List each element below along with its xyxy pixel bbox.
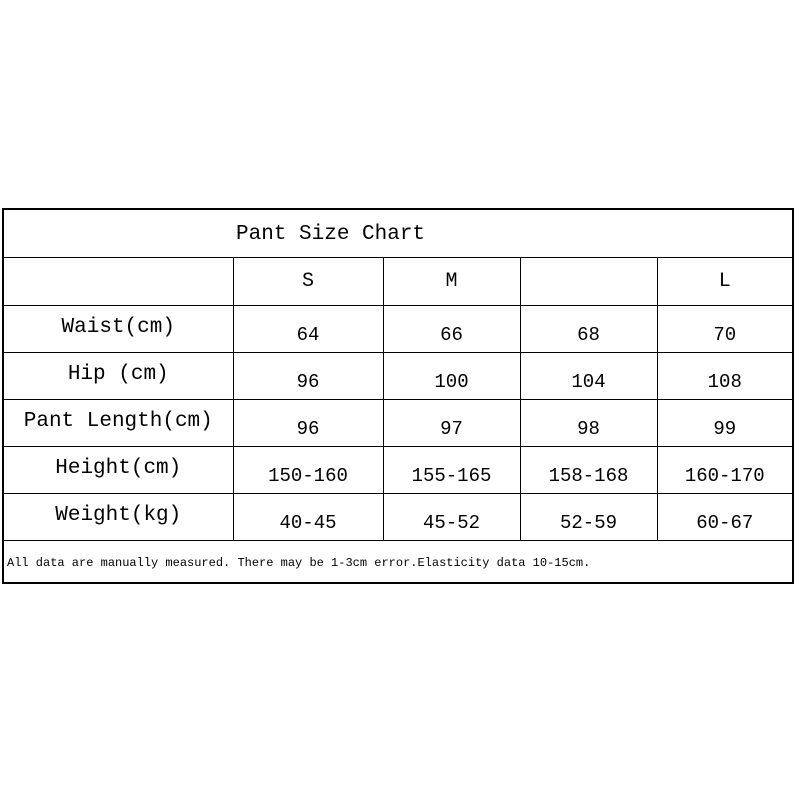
- table-cell: 52-59: [520, 493, 657, 540]
- table-row: [4, 305, 792, 352]
- size-header: M: [383, 258, 520, 305]
- table-cell: 60-67: [657, 493, 792, 540]
- measurement-note: All data are manually measured. There may be 1-3cm error.Elasticity data 10-15cm.: [7, 556, 591, 570]
- table-cell: 98: [520, 399, 657, 446]
- table-cell: 96: [233, 352, 383, 399]
- table-row: [4, 352, 792, 399]
- table-cell: 99: [657, 399, 792, 446]
- table-cell: 160-170: [657, 446, 792, 493]
- row-label: Weight(kg): [4, 493, 233, 540]
- table-cell: 158-168: [520, 446, 657, 493]
- size-table: [4, 258, 792, 541]
- table-cell: 68: [520, 305, 657, 352]
- table-cell: 66: [383, 305, 520, 352]
- table-cell: 100: [383, 352, 520, 399]
- size-header: S: [233, 258, 383, 305]
- table-cell: 45-52: [383, 493, 520, 540]
- table-row: [4, 446, 792, 493]
- size-header-row: [4, 258, 792, 305]
- table-cell: 108: [657, 352, 792, 399]
- table-cell: 97: [383, 399, 520, 446]
- row-label: Pant Length(cm): [4, 399, 233, 446]
- title-row: [4, 210, 792, 258]
- table-row: [4, 399, 792, 446]
- table-cell: 96: [233, 399, 383, 446]
- size-header: [520, 258, 657, 305]
- table-cell: 150-160: [233, 446, 383, 493]
- table-row: [4, 493, 792, 540]
- table-cell: 155-165: [383, 446, 520, 493]
- table-cell: 70: [657, 305, 792, 352]
- table-cell: 40-45: [233, 493, 383, 540]
- table-cell: 104: [520, 352, 657, 399]
- row-label: Height(cm): [4, 446, 233, 493]
- size-chart: [2, 208, 794, 584]
- table-cell: 64: [233, 305, 383, 352]
- size-header: L: [657, 258, 792, 305]
- corner-cell: [4, 258, 233, 305]
- note-row: [4, 548, 792, 582]
- row-label: Waist(cm): [4, 305, 233, 352]
- row-label: Hip (cm): [4, 352, 233, 399]
- chart-title: Pant Size Chart: [236, 223, 426, 246]
